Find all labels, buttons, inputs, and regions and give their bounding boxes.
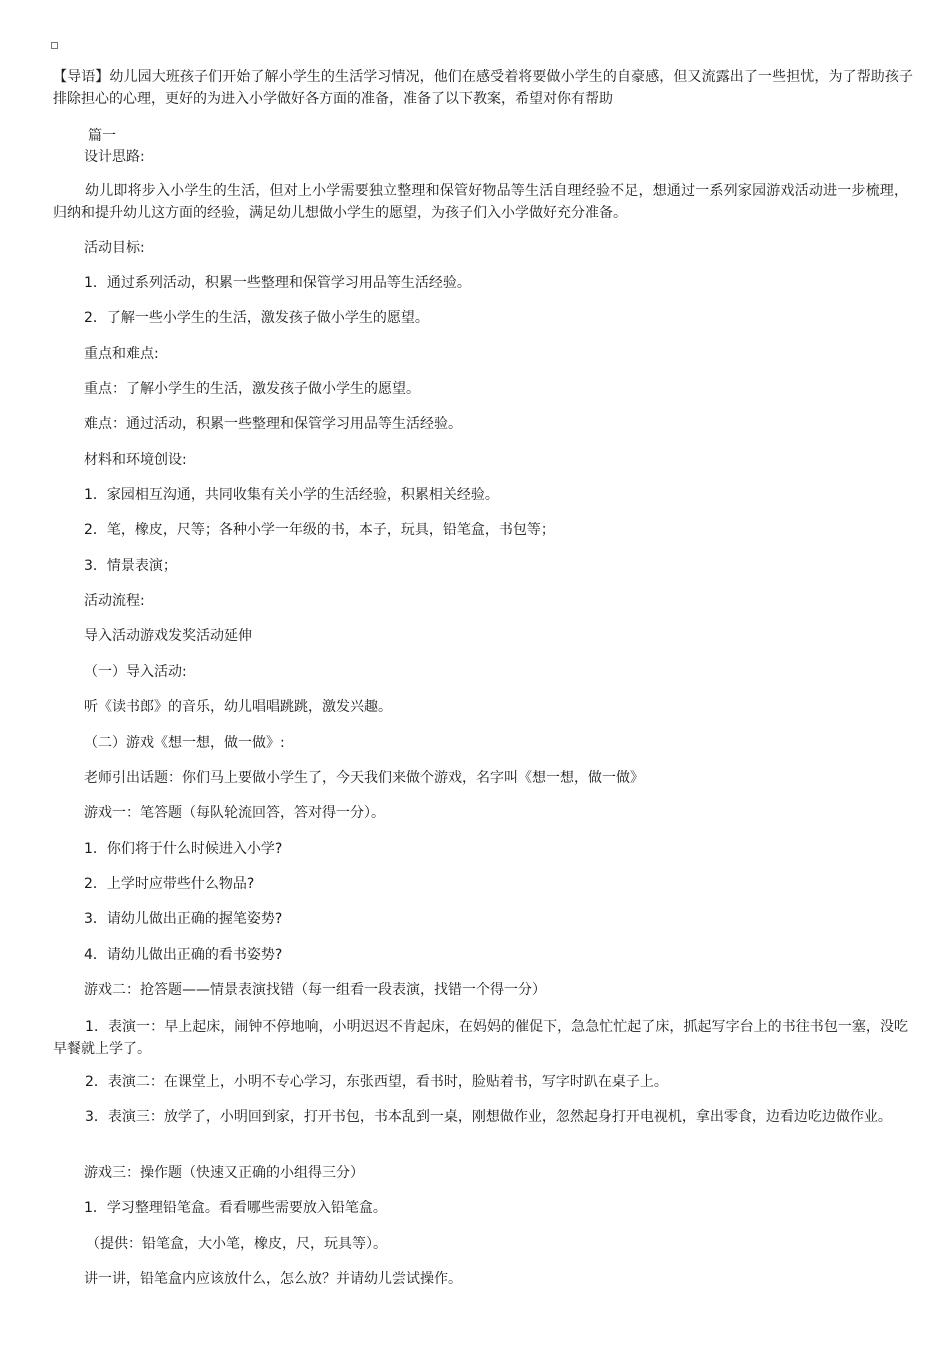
game-2-scene-1: 1．表演一：早上起床，闹钟不停地响，小明迟迟不肯起床，在妈妈的催促下，急急忙忙起了床，抓起写字台上的书往书包一塞，没吃早餐就上学了。 [53, 1019, 908, 1057]
materials-heading: 材料和环境创设: [84, 452, 187, 468]
intro-paragraph: 【导语】幼儿园大班孩子们开始了解小学生的生活学习情况，他们在感受着将要做小学生的自豪感，但又流露出了一些担忧，为了帮助孩子排除担心的心理，更好的为进入小学做好各方面的准备，准备了以下教案，希望对你有帮助 [53, 69, 913, 107]
game-3-task-1: 1．学习整理铅笔盒。看看哪些需要放入铅笔盒。 [84, 1200, 387, 1216]
design-body: 幼儿即将步入小学生的生活，但对上小学需要独立整理和保管好物品等生活自理经验不足，想通过一系列家园游戏活动进一步梳理，归纳和提升幼儿这方面的经验，满足幼儿想做小学生的愿望，为孩子们入小学做好充分准备。 [53, 183, 908, 221]
step-2-intro: 老师引出话题：你们马上要做小学生了，今天我们来做个游戏，名字叫《想一想，做一做》 [84, 770, 644, 786]
step-1-body: 听《读书郎》的音乐，幼儿唱唱跳跳，激发兴趣。 [84, 699, 392, 715]
key-point: 重点：了解小学生的生活，激发孩子做小学生的愿望。 [84, 381, 420, 397]
game-1-heading: 游戏一：笔答题（每队轮流回答，答对得一分）。 [84, 805, 385, 821]
game-3-heading: 游戏三：操作题（快速又正确的小组得三分） [84, 1165, 364, 1181]
material-item-2: 2．笔，橡皮，尺等；各种小学一年级的书，本子，玩具，铅笔盒，书包等； [84, 522, 555, 538]
game-1-question-4: 4．请幼儿做出正确的看书姿势? [84, 947, 283, 963]
game-1-question-1: 1．你们将于什么时候进入小学? [84, 841, 283, 857]
game-1-question-2: 2．上学时应带些什么物品? [84, 876, 255, 892]
difficult-point: 难点：通过活动，积累一些整理和保管学习用品等生活经验。 [84, 416, 462, 432]
goal-item-1: 1．通过系列活动，积累一些整理和保管学习用品等生活经验。 [84, 275, 471, 291]
game-3-provide: （提供：铅笔盒，大小笔，橡皮，尺，玩具等）。 [86, 1236, 387, 1252]
game-2-scene-2: 2．表演二：在课堂上，小明不专心学习，东张西望，看书时，脸贴着书，写字时趴在桌子上。 [85, 1074, 668, 1090]
game-1-question-3: 3．请幼儿做出正确的握笔姿势? [84, 911, 283, 927]
game-2-heading: 游戏二：抢答题——情景表演找错（每一组看一段表演，找错一个得一分） [84, 982, 546, 998]
section-title: 篇一 [88, 128, 116, 144]
material-item-3: 3．情景表演； [84, 558, 177, 574]
key-heading: 重点和难点: [84, 346, 159, 362]
page-corner-mark [51, 42, 58, 49]
goal-item-2: 2．了解一些小学生的生活，激发孩子做小学生的愿望。 [84, 310, 429, 326]
step-2-heading: （二）游戏《想一想，做一做》: [84, 735, 285, 751]
flow-heading: 活动流程: [84, 593, 145, 609]
flow-summary: 导入活动游戏发奖活动延伸 [84, 628, 252, 644]
material-item-1: 1．家园相互沟通，共同收集有关小学的生活经验，积累相关经验。 [84, 487, 499, 503]
goals-heading: 活动目标: [84, 240, 145, 256]
game-3-discuss: 讲一讲，铅笔盒内应该放什么，怎么放？并请幼儿尝试操作。 [84, 1271, 462, 1287]
design-heading: 设计思路: [84, 149, 145, 165]
game-2-scene-3: 3．表演三：放学了，小明回到家，打开书包，书本乱到一桌，刚想做作业，忽然起身打开电视机，拿出零食，边看边吃边做作业。 [85, 1109, 892, 1125]
step-1-heading: （一）导入活动: [84, 664, 187, 680]
